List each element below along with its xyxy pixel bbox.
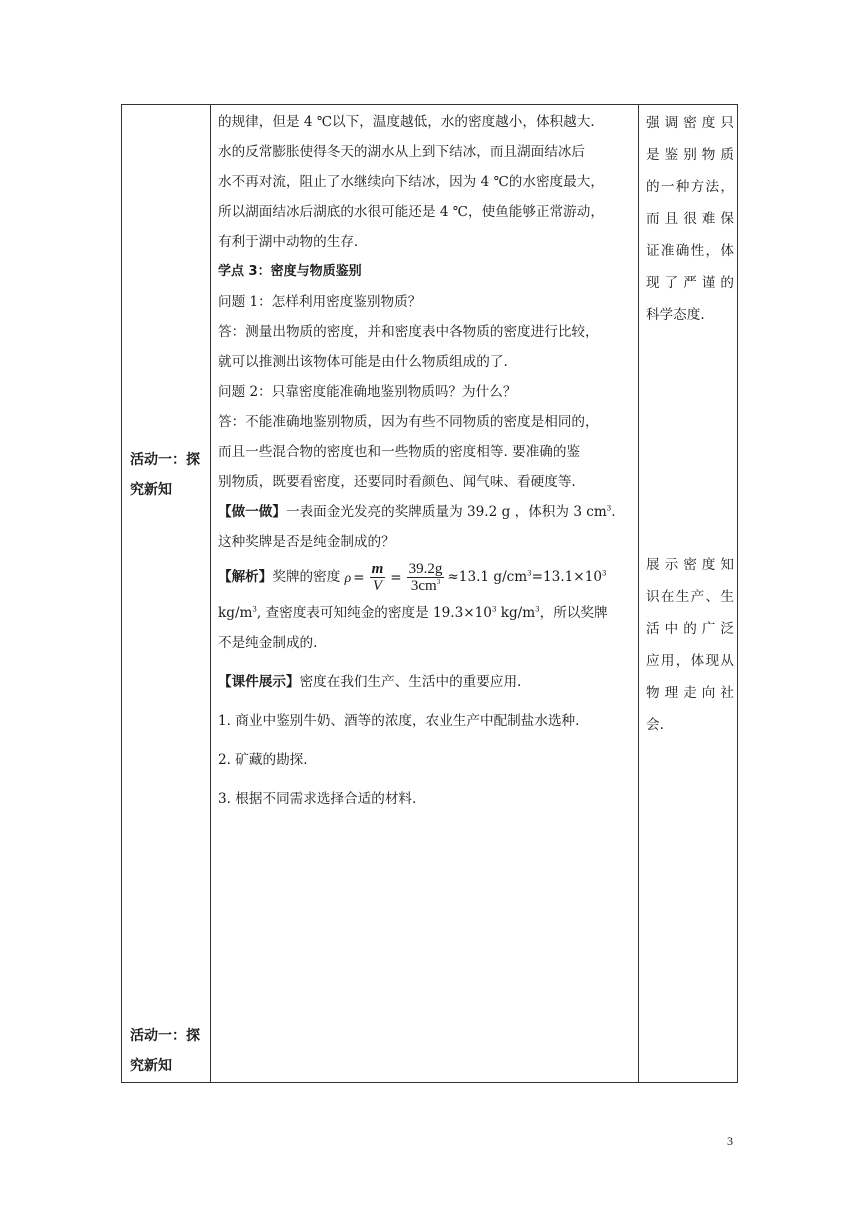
fraction-numerator: 39.2g (408, 561, 443, 577)
text-line: 水的反常膨胀使得冬天的湖水从上到下结冰，而且湖面结冰后 (218, 144, 586, 160)
superscript: 3 (436, 578, 441, 586)
fraction-denominator: V (372, 578, 383, 594)
try-it-line (218, 497, 633, 527)
note-line: 证准确性，体 (646, 243, 734, 259)
denominator-text: 3cm (410, 578, 437, 594)
note-line: 的一种方法， (646, 179, 734, 195)
approx-rest: =13.1×10 (531, 569, 602, 585)
column-divider-right (638, 105, 639, 1082)
fraction-denominator (409, 578, 442, 594)
answer-1-line: 就可以推测出该物体可能是由什么物质组成的了. (218, 354, 508, 370)
activity-label-line: 活动一：探 (130, 452, 200, 468)
note-line: 会. (646, 717, 664, 733)
analysis-text: , 查密度表可知纯金的密度是 19.3×10 (256, 604, 492, 621)
analysis-line-2 (218, 598, 633, 628)
analysis-line-3: 不是纯金制成的. (218, 634, 318, 651)
answer-1-line: 答：测量出物质的密度，并和密度表中各物质的密度进行比较， (218, 324, 599, 340)
courseware-line (218, 667, 633, 697)
analysis-line (218, 557, 633, 598)
text-line: 水不再对流，阻止了水继续向下结冰，因为 4 ℃的水密度最大， (218, 174, 604, 190)
note-line: 是鉴别物质 (646, 147, 734, 163)
text-line: 所以湖面结冰后湖底的水很可能还是 4 ℃，使鱼能够正常游动， (218, 204, 604, 220)
content-table (121, 104, 738, 1083)
unit-text: kg/m (496, 604, 536, 621)
try-it-text: 一表面金光发亮的奖牌质量为 39.2 g ，体积为 3 cm (285, 504, 607, 520)
equals-sign: = (390, 569, 402, 586)
text-line: 的规律，但是 4 ℃以下，温度越低，水的密度越小，体积越大. (218, 114, 595, 130)
note-line: 应用，体现从 (646, 653, 734, 669)
design-note-2 (646, 549, 734, 741)
activity-label-line: 活动一：探 (130, 1028, 200, 1044)
superscript: 3 (527, 569, 532, 578)
analysis-label: 【解析】 (218, 569, 273, 585)
fraction-m-over-v (370, 561, 386, 594)
superscript: 3 (491, 604, 497, 613)
fraction-numerator: m (371, 561, 384, 577)
activity-label-line: 究新知 (130, 482, 172, 498)
page-number: 3 (727, 1134, 733, 1148)
note-line: 而且很难保 (646, 211, 734, 227)
rho-symbol: ρ (344, 569, 352, 585)
analysis-text: 奖牌的密度 (272, 569, 341, 585)
unit-text: kg/m (218, 604, 253, 621)
text-line: 有利于湖中动物的生存. (218, 234, 359, 250)
list-item: 1. 商业中鉴别牛奶、酒等的浓度，农业生产中配制盐水选种. (218, 712, 580, 729)
note-line: 识在生产、生 (646, 589, 734, 605)
activity-label-bottom (130, 1021, 204, 1081)
list-item: 3. 根据不同需求选择合适的材料. (218, 790, 417, 807)
courseware-label: 【课件展示】 (218, 673, 300, 690)
note-line: 物理走向社 (646, 685, 734, 701)
equals-sign: = (353, 569, 365, 586)
note-line: 现了严谨的 (646, 275, 734, 291)
note-line: 强调密度只 (646, 115, 734, 131)
main-content (218, 105, 633, 814)
fraction-values (407, 561, 445, 594)
try-it-label: 【做一做】 (218, 504, 286, 520)
answer-2-line: 答：不能准确地鉴别物质，因为有些不同物质的密度是相同的， (218, 414, 599, 430)
analysis-text: ，所以奖牌 (539, 604, 608, 621)
answer-2-line: 而且一些混合物的密度也和一些物质的密度相等. 要准确的鉴 (218, 444, 581, 460)
question-2: 问题 2：只靠密度能准确地鉴别物质吗？为什么？ (218, 384, 517, 400)
note-line: 活中的广泛 (646, 621, 734, 637)
superscript: 3 (606, 504, 612, 513)
column-divider-left (210, 105, 211, 1082)
try-it-line-2: 这种奖牌是否是纯金制成的？ (218, 534, 395, 550)
design-note-1 (646, 107, 734, 331)
courseware-text: 密度在我们生产、生活中的重要应用. (299, 673, 522, 690)
note-line: 展示密度知 (646, 557, 734, 573)
activity-label-top (130, 445, 204, 505)
activity-label-line: 究新知 (130, 1058, 172, 1074)
question-1: 问题 1：怎样利用密度鉴别物质？ (218, 294, 422, 310)
superscript: 3 (252, 604, 257, 613)
list-item: 2. 矿藏的勘探. (218, 751, 308, 768)
section-heading: 学点 3：密度与物质鉴别 (218, 264, 362, 279)
answer-2-line: 别物质，既要看密度，还要同时看颜色、闻气味、看硬度等. (218, 474, 576, 490)
superscript: 3 (535, 604, 540, 613)
note-line: 科学态度. (646, 307, 705, 323)
punctuation: . (611, 504, 616, 520)
superscript: 3 (602, 569, 607, 578)
density-formula (345, 558, 448, 598)
approx-value: ≈13.1 g/cm (447, 569, 528, 585)
